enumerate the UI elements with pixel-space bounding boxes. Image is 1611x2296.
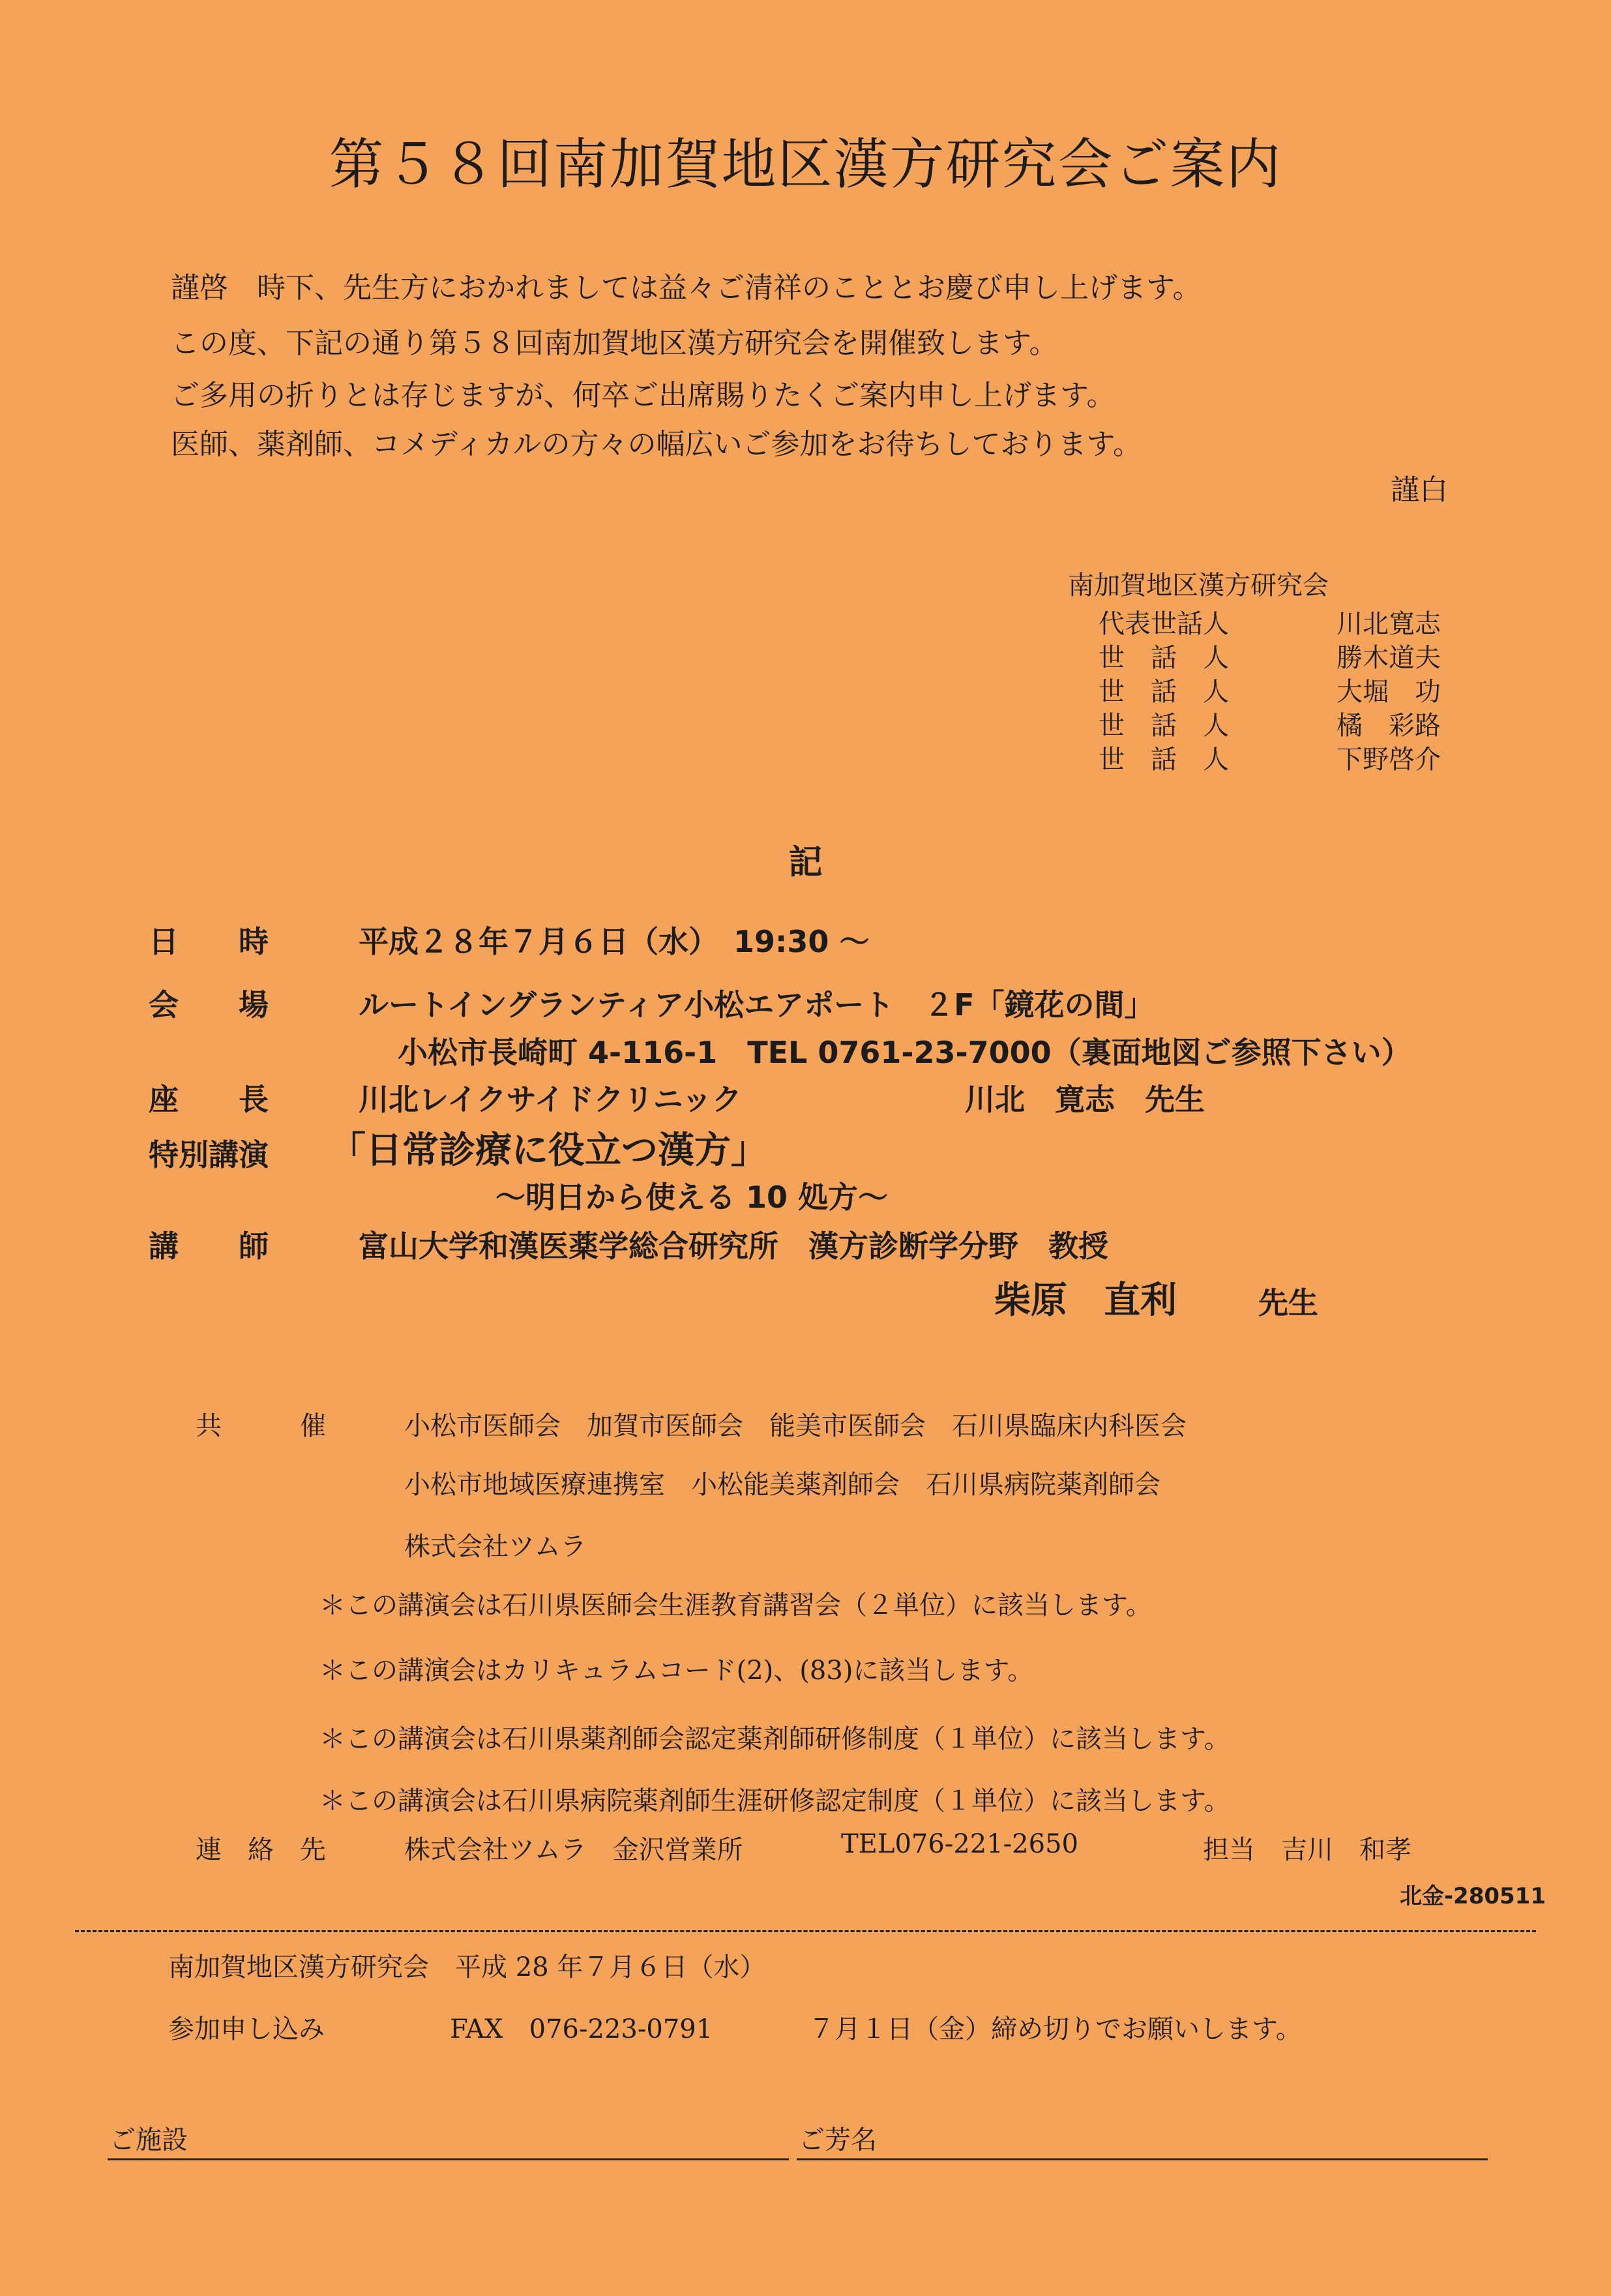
chair-name: 川北 寛志 先生	[965, 1082, 1205, 1117]
member-name: 橘 彩路	[1337, 711, 1441, 741]
lecture-subtitle: ～明日から使える 10 処方～	[495, 1180, 889, 1215]
name-field[interactable]	[797, 2158, 1488, 2160]
cosponsor-line-1: 小松市医師会 加賀市医師会 能美市医師会 石川県臨床内科医会	[404, 1411, 1187, 1441]
lecturer-name: 柴原 直利	[994, 1279, 1177, 1322]
cosponsor-label: 共 催	[196, 1411, 326, 1441]
lecture-title: 「日常診療に役立つ漢方」	[329, 1129, 767, 1172]
member-name: 勝木道夫	[1337, 643, 1441, 673]
member-role: 代表世話人	[1099, 609, 1229, 639]
doc-code: 北金-280511	[1399, 1883, 1546, 1909]
deadline: ７月１日（金）締め切りでお願いします。	[808, 2014, 1302, 2044]
member-name: 大堀 功	[1337, 677, 1441, 707]
contact-company: 株式会社ツムラ 金沢営業所	[404, 1835, 743, 1865]
venue-address: 小松市長崎町 4-116-1 TEL 0761-23-7000（裏面地図ご参照下さい）	[398, 1035, 1411, 1070]
intro-line-2: この度、下記の通り第５８回南加賀地区漢方研究会を開催致します。	[171, 327, 1058, 360]
intro-line-4: 医師、薬剤師、コメディカルの方々の幅広いご参加をお待ちしております。	[171, 428, 1142, 461]
name-label: ご芳名	[799, 2125, 877, 2155]
contact-label: 連 絡 先	[196, 1835, 326, 1865]
facility-field[interactable]	[108, 2158, 789, 2160]
page-title: 第５８回南加賀地区漢方研究会ご案内	[329, 132, 1282, 196]
intro-line-3: ご多用の折りとは存じますが、何卒ご出席賜りたくご案内申し上げます。	[171, 379, 1116, 412]
note-2: ＊この講演会はカリキュラムコード(2)、(83)に該当します。	[319, 1656, 1034, 1686]
facility-label: ご施設	[110, 2125, 188, 2155]
apply-label: 参加申し込み	[168, 2014, 325, 2044]
venue-label: 会 場	[149, 987, 269, 1022]
lecturer-label: 講 師	[149, 1229, 269, 1264]
member-role: 世 話 人	[1099, 711, 1229, 741]
member-role: 世 話 人	[1099, 677, 1229, 707]
fax-number: FAX 076-223-0791	[450, 2014, 713, 2044]
chair-org: 川北レイクサイドクリニック	[359, 1082, 742, 1117]
cosponsor-line-2: 小松市地域医療連携室 小松能美薬剤師会 石川県病院薬剤師会	[404, 1470, 1160, 1500]
lecturer-org: 富山大学和漢医薬学総合研究所 漢方診断学分野 教授	[359, 1229, 1108, 1264]
note-1: ＊この講演会は石川県医師会生涯教育講習会（２単位）に該当します。	[319, 1590, 1152, 1620]
note-3: ＊この講演会は石川県薬剤師会認定薬剤師研修制度（１単位）に該当します。	[319, 1724, 1230, 1754]
member-role: 世 話 人	[1099, 643, 1229, 673]
member-name: 下野啓介	[1337, 745, 1441, 775]
contact-person: 担当 吉川 和孝	[1203, 1835, 1411, 1865]
date-label: 日 時	[149, 924, 269, 959]
chair-label: 座 長	[149, 1082, 269, 1117]
form-header: 南加賀地区漢方研究会 平成 28 年７月６日（水）	[168, 1952, 766, 1982]
cosponsor-line-3: 株式会社ツムラ	[404, 1532, 587, 1562]
organizer-name: 南加賀地区漢方研究会	[1068, 571, 1329, 601]
member-role: 世 話 人	[1099, 745, 1229, 775]
contact-tel: TEL076-221-2650	[841, 1829, 1078, 1859]
lecture-label: 特別講演	[149, 1137, 269, 1172]
venue-value: ルートイングランティア小松エアポート ２F「鏡花の間」	[359, 987, 1155, 1022]
note-4: ＊この講演会は石川県病院薬剤師生涯研修認定制度（１単位）に該当します。	[319, 1786, 1230, 1816]
lecturer-honorific: 先生	[1258, 1285, 1318, 1320]
member-name: 川北寛志	[1337, 609, 1441, 639]
cut-line	[75, 1930, 1536, 1932]
ki-heading: 記	[788, 843, 823, 882]
date-value: 平成２８年７月６日（水） 19:30 ～	[359, 924, 870, 959]
intro-line-1: 謹啓 時下、先生方におかれましては益々ご清祥のこととお慶び申し上げます。	[171, 271, 1202, 305]
closing-word: 謹白	[1391, 473, 1448, 507]
